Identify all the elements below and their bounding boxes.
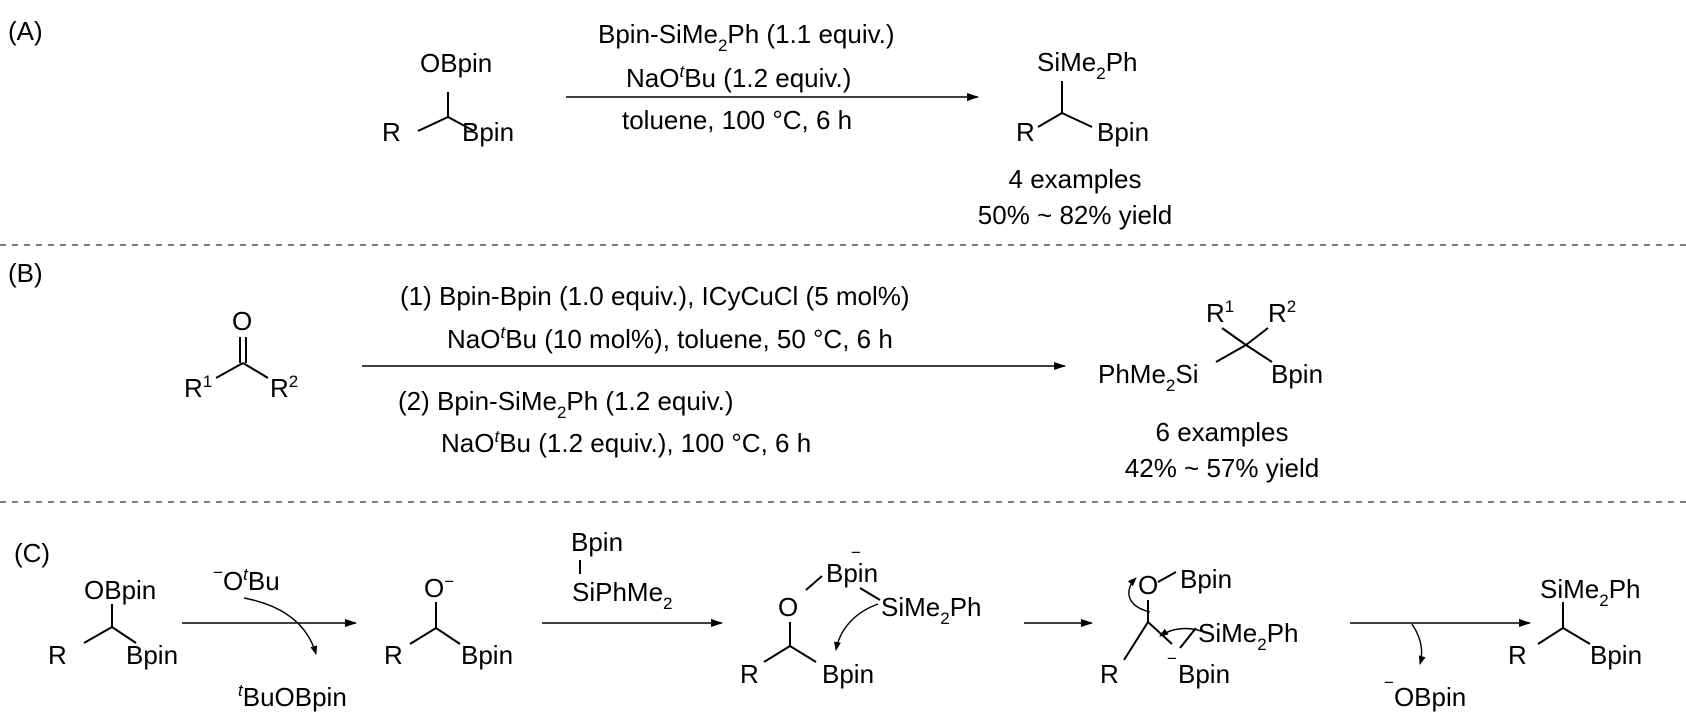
panel-b-starting-material [184, 306, 298, 403]
panel-c-product [1508, 574, 1642, 670]
cond-b-3: (2) Bpin-SiMe$_2$Ph (1.2 equiv.) [398, 386, 734, 422]
panel-a-starting-material [382, 48, 514, 147]
curly-arrow-c-1 [244, 598, 316, 654]
prod-a-r: R [1016, 117, 1035, 147]
int-c-1-o: O− [424, 572, 455, 603]
int-c-3-sime2ph: SiMe$_2$Ph [1198, 618, 1299, 654]
prod-b-r2: $R^2$ [1268, 297, 1297, 328]
byproduct-c-1: $^t$BuOBpin [238, 681, 347, 712]
int-c-2-r: R [740, 659, 759, 689]
sm-a-r: R [382, 117, 401, 147]
int-c-1-bpin: Bpin [461, 640, 514, 670]
int-c-2-sime2ph: SiMe$_2$Ph [881, 592, 982, 628]
sm-c-obpin: OBpin [84, 575, 157, 605]
cond-a-3: toluene, 100 °C, 6 h [622, 105, 853, 135]
examples-a: 4 examples [1008, 164, 1142, 194]
prod-c-r: R [1508, 640, 1527, 670]
examples-b: 6 examples [1155, 417, 1289, 447]
panel-c [14, 527, 1642, 712]
panel-c-intermediate-2 [740, 543, 982, 689]
sm-b-r2: $R^2$ [270, 372, 299, 403]
byproduct-c-2: −OBpin [1384, 673, 1467, 712]
int-c-3-ob-bpin: Bpin [1180, 564, 1233, 594]
prod-c-bpin: Bpin [1590, 640, 1643, 670]
int-c-2-bpin-lower: Bpin [822, 659, 875, 689]
panel-c-label: (C) [14, 538, 51, 568]
prod-b-bpin: Bpin [1271, 359, 1324, 389]
curly-arrow-c-2 [836, 604, 878, 650]
yield-a: 50% ~ 82% yield [977, 200, 1173, 230]
reagent-c-1: $^-O^tBu$ [213, 563, 280, 596]
int-c-3-o: O [1138, 570, 1159, 600]
reagent-c-2-bpin: Bpin [571, 527, 624, 557]
prod-b-phme2si: PhMe$_2$Si [1098, 359, 1199, 395]
int-c-2-bpin: Bpin [826, 558, 879, 588]
panel-c-starting-material [48, 575, 178, 670]
panel-b-label: (B) [8, 258, 43, 288]
panel-a-product [1016, 47, 1149, 147]
int-c-3-bpin: Bpin [1178, 659, 1231, 689]
panel-b [8, 258, 1323, 483]
panel-c-intermediate-1 [384, 572, 513, 670]
cond-b-1: (1) Bpin-Bpin (1.0 equiv.), ICyCuCl (5 mol%) [400, 281, 910, 311]
sm-a-bpin: Bpin [462, 117, 515, 147]
int-c-3-b-charge: − [1167, 649, 1177, 668]
panel-a-label: (A) [8, 16, 43, 46]
sm-c-bpin: Bpin [126, 640, 179, 670]
prod-c-sime2ph: SiMe$_2$Ph [1540, 574, 1641, 610]
sm-a-obpin: OBpin [420, 48, 493, 78]
sm-b-r1: $R^1$ [184, 372, 213, 403]
panel-c-reagent-2 [571, 527, 673, 613]
int-c-1-r: R [384, 640, 403, 670]
panel-c-intermediate-3 [1100, 564, 1299, 689]
cond-b-4: NaO$^t$Bu (1.2 equiv.), 100 °C, 6 h [441, 427, 812, 458]
panel-b-product [1098, 297, 1323, 395]
curly-arrow-c-4 [1412, 624, 1422, 664]
prod-a-bpin: Bpin [1097, 117, 1150, 147]
cond-a-1: Bpin-SiMe$_2$Ph (1.1 equiv.) [598, 19, 895, 55]
cond-a-2: NaO$^t$Bu (1.2 equiv.) [626, 62, 852, 93]
int-c-2-b-charge: − [851, 543, 861, 562]
sm-b-o: O [232, 306, 253, 336]
panel-a [8, 16, 1172, 230]
yield-b: 42% ~ 57% yield [1124, 453, 1320, 483]
cond-b-2: NaO$^t$Bu (10 mol%), toluene, 50 °C, 6 h [447, 323, 893, 354]
int-c-2-o: O [778, 592, 799, 622]
sm-c-r: R [48, 640, 67, 670]
int-c-3-r: R [1100, 659, 1119, 689]
prod-b-r1: $R^1$ [1206, 297, 1235, 328]
prod-a-sime2ph: SiMe$_2$Ph [1037, 47, 1138, 83]
reagent-c-2-siphme2: SiPhMe$_2$ [572, 577, 673, 613]
